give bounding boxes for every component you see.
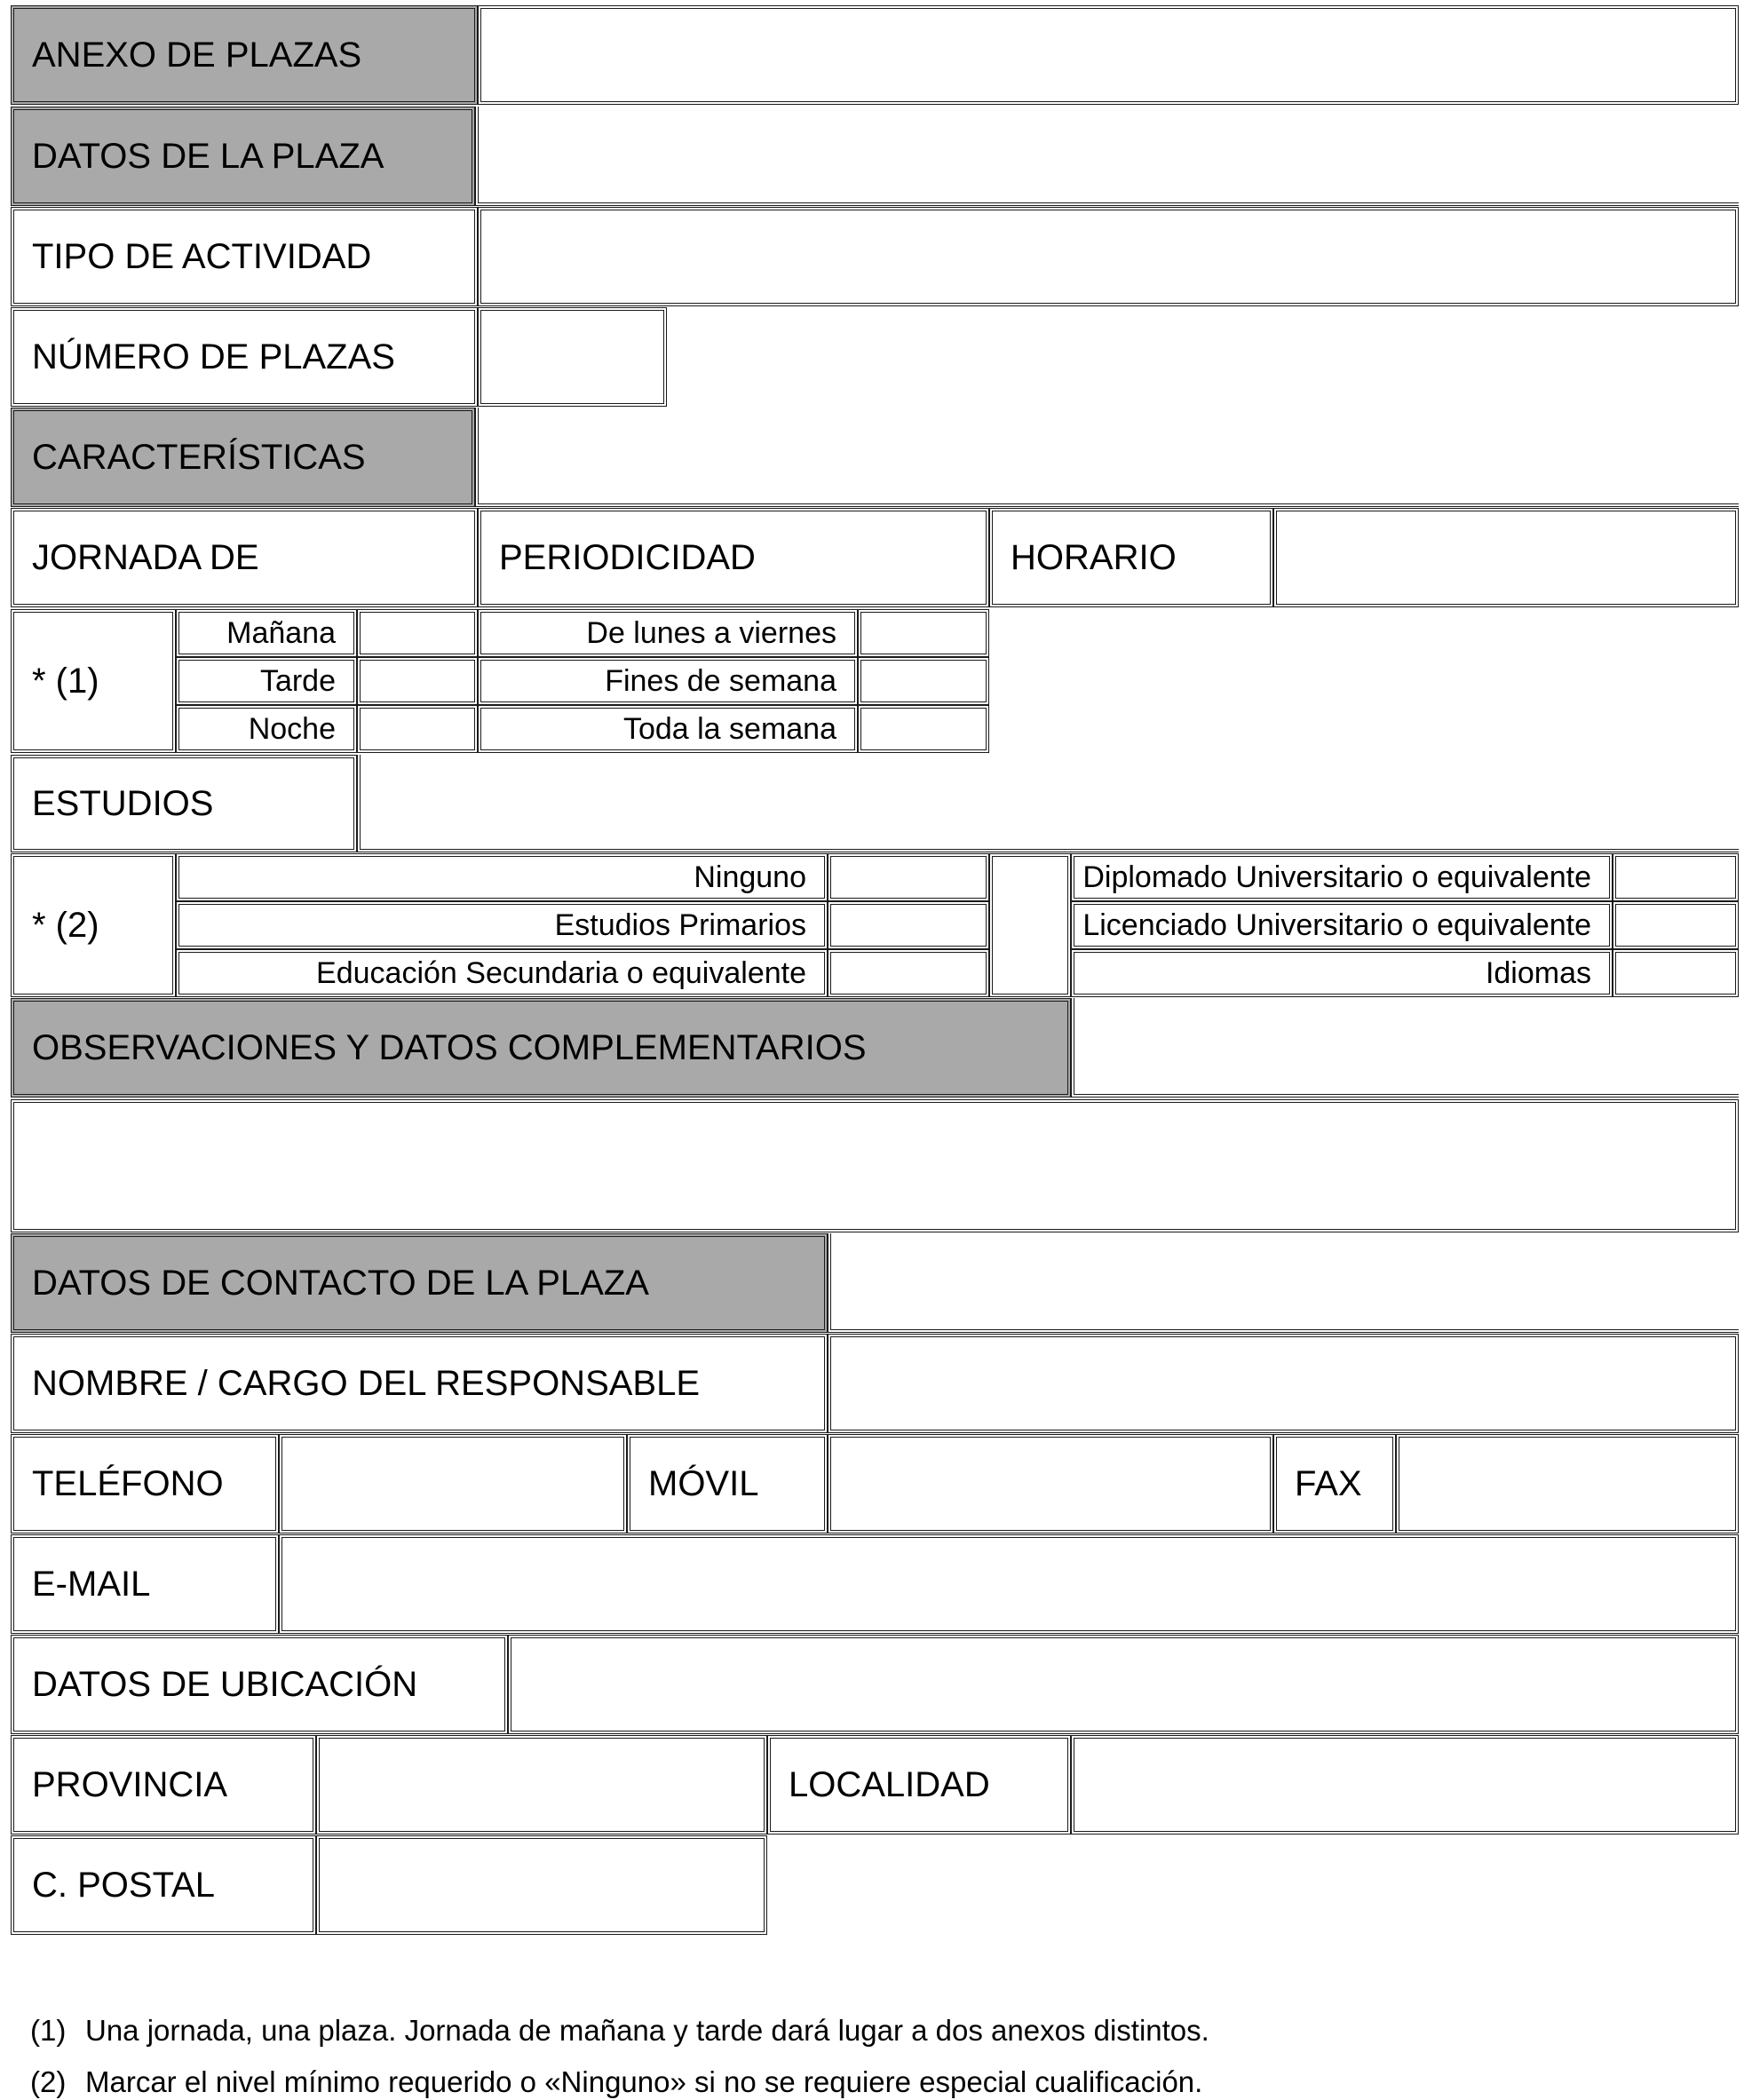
observaciones-title: OBSERVACIONES Y DATOS COMPLEMENTARIOS	[11, 998, 1071, 1098]
provincia-label: PROVINCIA	[11, 1735, 316, 1835]
plaza-title: DATOS DE LA PLAZA	[11, 107, 475, 206]
movil-input[interactable]	[828, 1434, 1273, 1533]
footnote-2	[30, 2065, 1202, 2099]
estudios-option-label: Estudios Primarios	[176, 901, 828, 949]
localidad-label: LOCALIDAD	[767, 1735, 1071, 1835]
estudios-checkbox-licenciado[interactable]	[1613, 901, 1739, 949]
numero-plazas-label: NÚMERO DE PLAZAS	[11, 307, 478, 407]
plaza-header-blank	[475, 107, 1739, 206]
anexo-field[interactable]	[478, 5, 1739, 105]
jornada-option-label: Noche	[176, 705, 357, 753]
localidad-input[interactable]	[1071, 1735, 1739, 1835]
caracteristicas-header-blank	[475, 408, 1739, 507]
estudios-spacer	[989, 853, 1071, 997]
observaciones-textarea[interactable]	[11, 1099, 1739, 1232]
periodicidad-label: PERIODICIDAD	[478, 508, 989, 607]
provincia-input[interactable]	[316, 1735, 767, 1835]
email-label: E-MAIL	[11, 1534, 279, 1634]
jornada-label: JORNADA DE	[11, 508, 478, 607]
periodicidad-checkbox-fines-semana[interactable]	[858, 657, 989, 705]
estudios-label: ESTUDIOS	[11, 755, 357, 852]
jornada-checkbox-noche[interactable]	[357, 705, 478, 753]
periodicidad-checkbox-lunes-viernes[interactable]	[858, 609, 989, 657]
tipo-actividad-input[interactable]	[478, 207, 1739, 306]
estudios-option-label: Diplomado Universitario o equivalente	[1071, 853, 1613, 901]
numero-plazas-input[interactable]	[478, 307, 667, 407]
periodicidad-option-label: De lunes a viernes	[478, 609, 858, 657]
estudios-header-blank	[357, 755, 1739, 852]
footnote-text: Una jornada, una plaza. Jornada de mañana y tarde dará lugar a dos anexos distintos.	[85, 2014, 1209, 2047]
footnote-text: Marcar el nivel mínimo requerido o «Ninguno» si no se requiere especial cualificación.	[85, 2065, 1203, 2098]
caracteristicas-title: CARACTERÍSTICAS	[11, 408, 475, 507]
tipo-actividad-label: TIPO DE ACTIVIDAD	[11, 207, 478, 306]
fax-label: FAX	[1273, 1434, 1396, 1533]
horario-label: HORARIO	[989, 508, 1273, 607]
email-input[interactable]	[279, 1534, 1739, 1634]
estudios-option-label: Educación Secundaria o equivalente	[176, 949, 828, 997]
periodicidad-option-label: Toda la semana	[478, 705, 858, 753]
jornada-option-label: Tarde	[176, 657, 357, 705]
movil-label: MÓVIL	[627, 1434, 828, 1533]
estudios-checkbox-ninguno[interactable]	[828, 853, 989, 901]
horario-input[interactable]	[1273, 508, 1739, 607]
responsable-label: NOMBRE / CARGO DEL RESPONSABLE	[11, 1334, 828, 1433]
estudios-option-label: Idiomas	[1071, 949, 1613, 997]
contacto-title: DATOS DE CONTACTO DE LA PLAZA	[11, 1233, 828, 1333]
cpostal-input[interactable]	[316, 1835, 767, 1935]
estudios-option-label: Licenciado Universitario o equivalente	[1071, 901, 1613, 949]
estudios-option-label: Ninguno	[176, 853, 828, 901]
telefono-input[interactable]	[279, 1434, 627, 1533]
estudios-checkbox-secundaria[interactable]	[828, 949, 989, 997]
ubicacion-title: DATOS DE UBICACIÓN	[11, 1635, 508, 1734]
jornada-option-label: Mañana	[176, 609, 357, 657]
estudios-checkbox-primarios[interactable]	[828, 901, 989, 949]
observaciones-header-blank	[1071, 998, 1739, 1098]
footnote-number: (1)	[30, 2014, 67, 2047]
ubicacion-input[interactable]	[508, 1635, 1739, 1734]
footnote-1	[30, 2014, 1209, 2048]
periodicidad-option-label: Fines de semana	[478, 657, 858, 705]
footnote-number: (2)	[30, 2065, 67, 2098]
cpostal-label: C. POSTAL	[11, 1835, 316, 1935]
estudios-checkbox-idiomas[interactable]	[1613, 949, 1739, 997]
telefono-label: TELÉFONO	[11, 1434, 279, 1533]
contacto-header-blank	[828, 1233, 1739, 1333]
anexo-title: ANEXO DE PLAZAS	[11, 5, 478, 105]
periodicidad-checkbox-toda-semana[interactable]	[858, 705, 989, 753]
estudios-note-ref: * (2)	[11, 853, 176, 997]
responsable-input[interactable]	[828, 1334, 1739, 1433]
jornada-checkbox-manana[interactable]	[357, 609, 478, 657]
estudios-checkbox-diplomado[interactable]	[1613, 853, 1739, 901]
jornada-note-ref: * (1)	[11, 609, 176, 753]
fax-input[interactable]	[1396, 1434, 1739, 1533]
jornada-checkbox-tarde[interactable]	[357, 657, 478, 705]
